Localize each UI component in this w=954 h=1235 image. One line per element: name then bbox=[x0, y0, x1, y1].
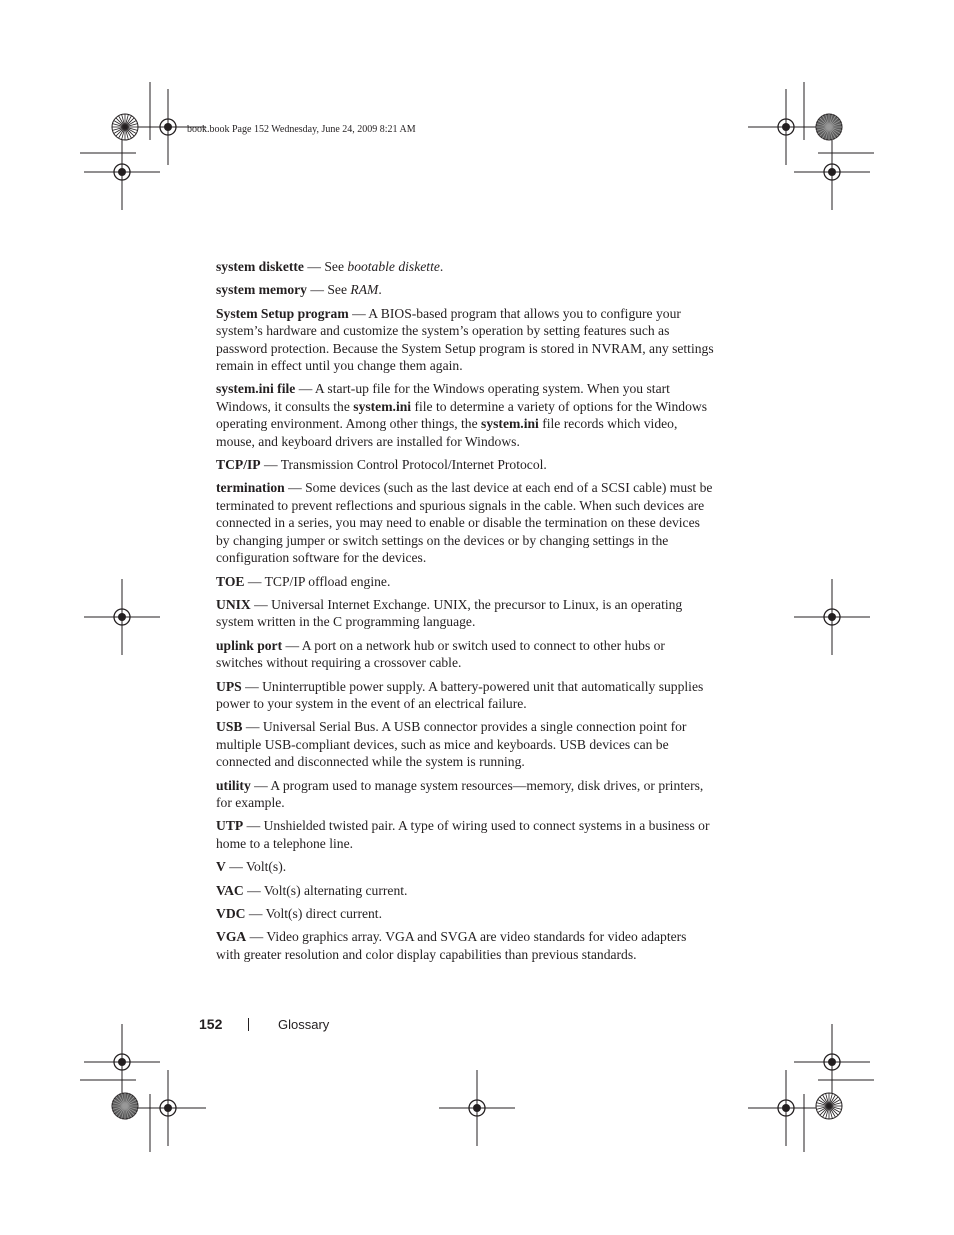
glossary-entry bbox=[216, 305, 714, 375]
glossary-term: system diskette bbox=[216, 259, 304, 274]
registration-mark bbox=[828, 168, 836, 176]
glossary-term: V bbox=[216, 859, 226, 875]
definition-text: — Unshielded twisted pair. A type of wiring used to connect systems in a business or home to a telephone line. bbox=[216, 818, 710, 851]
glossary-entry bbox=[216, 281, 714, 298]
glossary-term: uplink port bbox=[216, 637, 283, 653]
glossary-entry bbox=[216, 456, 714, 473]
definition-text: — Universal Internet Exchange. UNIX, the precursor to Linux, is an operating system written in the C programming language. bbox=[216, 596, 683, 630]
glossary-entry bbox=[216, 678, 714, 713]
definition-text: — See bbox=[306, 282, 351, 298]
registration-mark bbox=[782, 1104, 790, 1112]
registration-mark bbox=[782, 123, 790, 131]
glossary-term: UTP bbox=[216, 818, 244, 834]
definition-text: — See bbox=[303, 259, 348, 274]
glossary-entry bbox=[216, 905, 714, 922]
glossary-term: VAC bbox=[216, 882, 244, 898]
glossary-entry bbox=[216, 596, 714, 631]
glossary-entries bbox=[216, 258, 714, 969]
registration-mark bbox=[828, 1058, 836, 1066]
cross-reference: RAM bbox=[350, 282, 379, 298]
registration-mark bbox=[473, 1104, 481, 1112]
definition-text: — Volt(s) alternating current. bbox=[243, 882, 408, 898]
glossary-term: system memory bbox=[216, 282, 307, 298]
glossary-entry bbox=[216, 479, 714, 566]
registration-mark bbox=[164, 123, 172, 131]
definition-text: — Uninterruptible power supply. A battery-powered unit that automatically supplies power to your system in the event of an electrical failure. bbox=[216, 678, 704, 711]
glossary-entry bbox=[216, 882, 714, 899]
glossary-entry bbox=[216, 258, 714, 275]
definition-text: — Transmission Control Protocol/Internet Protocol. bbox=[260, 457, 547, 473]
definition-text: . bbox=[439, 259, 444, 274]
glossary-term: utility bbox=[216, 777, 251, 793]
definition-text: — A program used to manage system resources—memory, disk drives, or printers, for example. bbox=[216, 777, 704, 810]
glossary-entry bbox=[216, 718, 714, 770]
glossary-term: system.ini file bbox=[216, 381, 296, 397]
page-number: 152 bbox=[199, 1016, 223, 1032]
definition-text: . bbox=[378, 282, 382, 298]
definition-text: — Some devices (such as the last device at each end of a SCSI cable) must be terminated to prevent reflections and spurious signals in the cable. When such devices are connected in a series, you may need to enable or disable the termination on these devices by changing jumper or switch settings on the devices or by changing settings in the configuration software for the devices. bbox=[216, 480, 713, 566]
glossary-entry bbox=[216, 573, 714, 590]
registration-mark bbox=[118, 613, 126, 621]
definition-text: file to determine a variety of options for the Windows operating environment. Among other things, the bbox=[216, 398, 707, 432]
definition-text: — Video graphics array. VGA and SVGA are video standards for video adapters with greater resolution and color display capabilities than previous standards. bbox=[216, 929, 687, 962]
glossary-entry bbox=[216, 380, 714, 450]
glossary-term: USB bbox=[216, 719, 243, 735]
glossary-entry bbox=[216, 858, 714, 875]
file-name: system.ini bbox=[481, 416, 539, 432]
glossary-entry bbox=[216, 637, 714, 672]
file-name: system.ini bbox=[353, 398, 412, 414]
glossary-term: VGA bbox=[216, 929, 247, 945]
definition-text: — A start-up file for the Windows operating system. When you start Windows, it consults the bbox=[216, 381, 670, 414]
registration-mark bbox=[164, 1104, 172, 1112]
glossary-term: UPS bbox=[216, 678, 242, 694]
glossary-term: VDC bbox=[216, 906, 246, 921]
glossary-term: UNIX bbox=[216, 596, 251, 612]
definition-text: — A BIOS-based program that allows you to configure your system’s hardware and customize the system’s operation by setting features such as password protection. Because the System Setup program is stored in NVRAM, any settings remain in effect until you change them again. bbox=[216, 305, 714, 374]
glossary-entry bbox=[216, 817, 714, 852]
print-slug: book.book Page 152 Wednesday, June 24, 2009 8:21 AM bbox=[187, 124, 416, 135]
definition-text: — Volt(s) direct current. bbox=[245, 906, 382, 921]
glossary-term: TCP/IP bbox=[216, 457, 261, 473]
glossary-term: TOE bbox=[216, 573, 245, 589]
registration-mark bbox=[828, 613, 836, 621]
glossary-entry bbox=[216, 928, 714, 963]
cross-reference: bootable diskette bbox=[347, 259, 440, 274]
registration-mark bbox=[118, 168, 126, 176]
definition-text: file records which video, mouse, and keyboard drivers are installed for Windows. bbox=[216, 416, 678, 449]
footer-separator bbox=[248, 1018, 249, 1031]
glossary-term: termination bbox=[216, 480, 285, 496]
glossary-term: System Setup program bbox=[216, 305, 349, 321]
definition-text: — Volt(s). bbox=[225, 859, 287, 875]
registration-mark bbox=[118, 1058, 126, 1066]
definition-text: — TCP/IP offload engine. bbox=[244, 573, 391, 589]
page-footer bbox=[0, 1014, 954, 1038]
glossary-entry bbox=[216, 777, 714, 812]
definition-text: — Universal Serial Bus. A USB connector provides a single connection point for multiple USB-compliant devices, such as mice and keyboards. USB devices can be connected and disconnected while the system is running. bbox=[216, 719, 687, 770]
definition-text: — A port on a network hub or switch used to connect to other hubs or switches without requiring a crossover cable. bbox=[216, 637, 665, 671]
section-name: Glossary bbox=[278, 1017, 330, 1032]
